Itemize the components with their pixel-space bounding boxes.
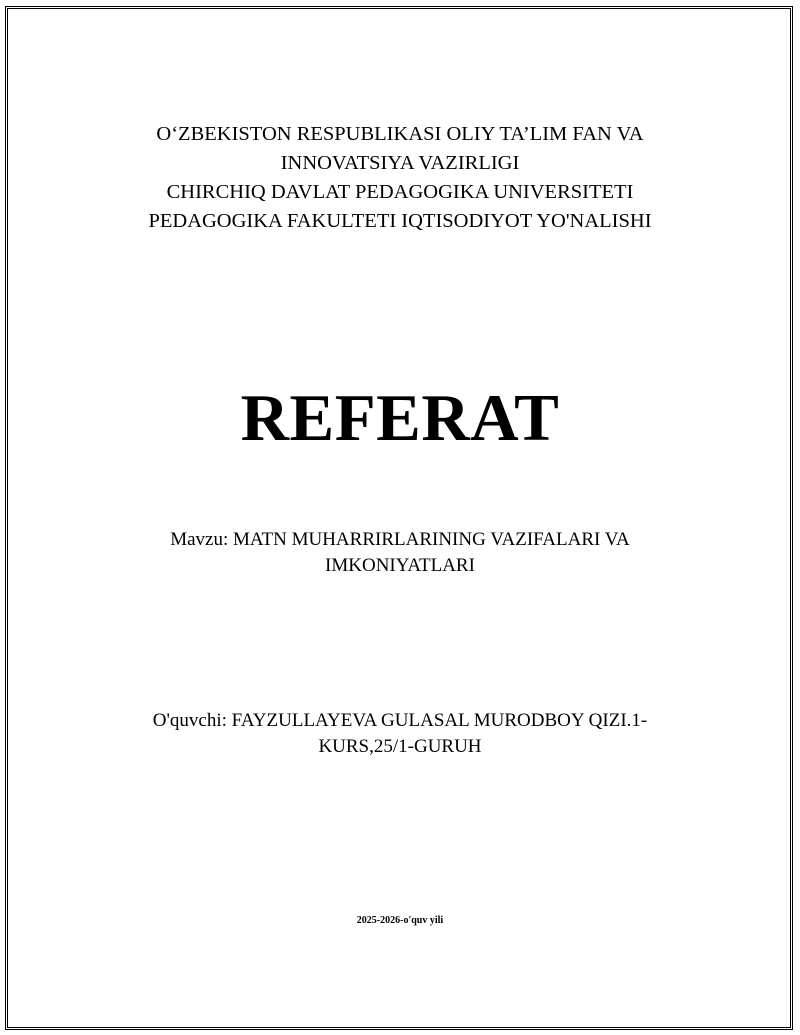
topic-line-1: Mavzu: MATN MUHARRIRLARINING VAZIFALARI VA (170, 529, 630, 550)
student-line-2: KURS,25/1-GURUH (318, 736, 482, 757)
header-line-3: CHIRCHIQ DAVLAT PEDAGOGIKA UNIVERSITETI (166, 181, 634, 203)
header-line-2: INNOVATSIYA VAZIRLIGI (280, 152, 520, 174)
student-line-1: O'quvchi: FAYZULLAYEVA GULASAL MURODBOY QIZI.1- (152, 710, 648, 731)
student-block (130, 708, 670, 760)
topic-line-2: IMKONIYATLARI (325, 555, 475, 576)
document-title: REFERAT (240, 381, 560, 455)
header-line-4: PEDAGOGIKA FAKULTETI IQTISODIYOT YO'NALISHI (148, 210, 652, 232)
institution-header (0, 120, 800, 236)
academic-year: 2025-2026-o'quv yili (356, 915, 444, 926)
topic-block (150, 527, 650, 579)
header-line-1: O‘ZBEKISTON RESPUBLIKASI OLIY TA’LIM FAN VA (156, 123, 644, 145)
